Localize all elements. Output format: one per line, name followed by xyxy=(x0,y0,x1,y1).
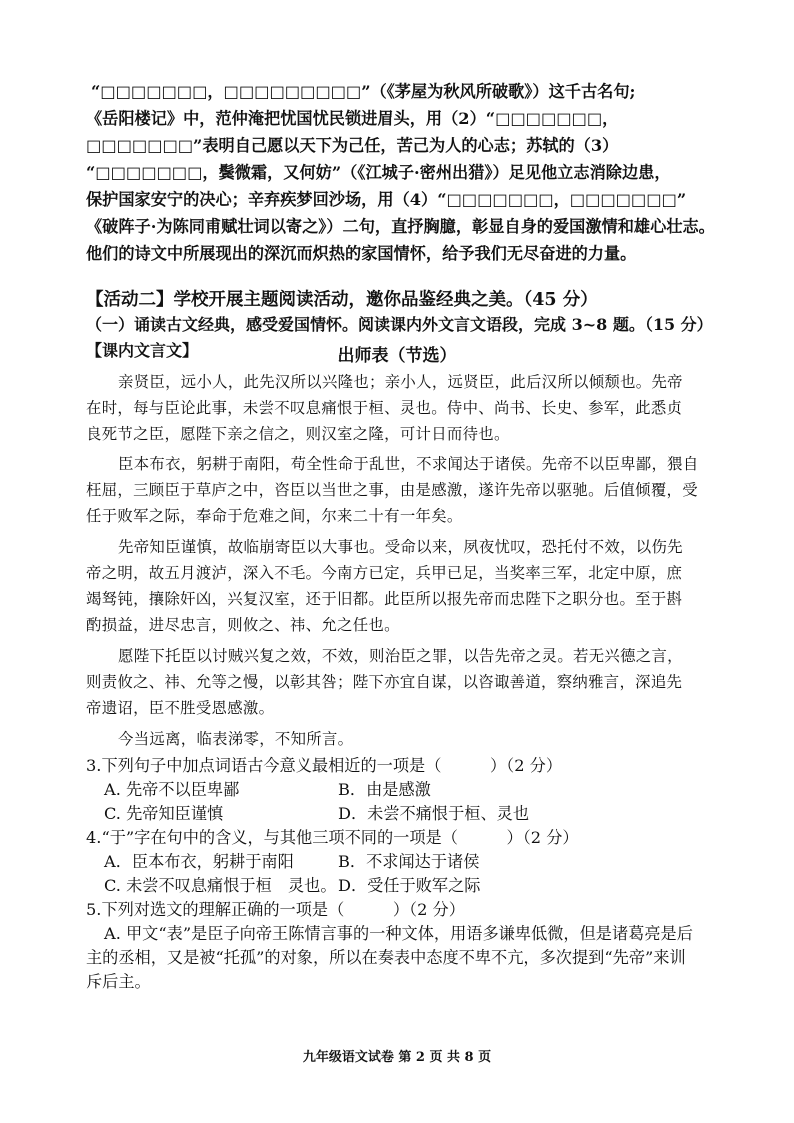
q4-option-b: B．不求闻达于诸侯 xyxy=(338,852,480,871)
q3-stem: 3.下列句子中加点词语古今意义最相近的一项是（ ）（2 分） xyxy=(86,756,563,775)
q3-option-b: B．由是感激 xyxy=(338,780,431,799)
poem-line-5: 保护国家安宁的决心；辛弃疾梦回沙场，用（4）“□□□□□□□，□□□□□□□” xyxy=(86,190,687,209)
inclass-label: 【课内文言文】 xyxy=(86,341,199,360)
poem-line-1: “□□□□□□□，□□□□□□□□□”（《茅屋为秋风所破歌》）这千古名句; xyxy=(91,82,636,101)
q3-option-a: A. 先帝不以臣卑鄙 xyxy=(104,780,240,799)
essay-line: 亲贤臣，远小人，此先汉所以兴隆也；亲小人，远贤臣，此后汉所以倾颓也。先帝 xyxy=(118,373,683,391)
activity2-heading: 【活动二】学校开展主题阅读活动，邀你品鉴经典之美。（45 分） xyxy=(86,290,598,310)
essay-line: 良死节之臣，愿陛下亲之信之，则汉室之隆，可计日而待也。 xyxy=(86,425,510,443)
poem-line-7: 他们的诗文中所展现出的深沉而炽热的家国情怀，给予我们无尽奋进的力量。 xyxy=(86,244,637,263)
essay-line: 任于败军之际，奉命于危难之间，尔来二十有一年矣。 xyxy=(86,507,463,525)
poem-line-2: 《岳阳楼记》中，范仲淹把忧国忧民锁进眉头，用（2）“□□□□□□□， xyxy=(86,109,619,128)
page-footer: 九年级语文试卷 第 2 页 共 8 页 xyxy=(302,1050,492,1065)
q5-option-a-line2: 主的丞相，又是被“托孤”的对象，所以在奏表中态度不卑不亢，多次提到“先帝”来训 xyxy=(86,948,686,967)
q5-option-a-line3: 斥后主。 xyxy=(86,972,151,991)
essay-line: 先帝知臣谨慎，故临崩寄臣以大事也。受命以来，夙夜忧叹，恐托付不效，以伤先 xyxy=(118,538,683,556)
essay-line: 帝遗诏，臣不胜受恩感激。 xyxy=(86,699,275,717)
essay-line: 在时，每与臣论此事，未尝不叹息痛恨于桓、灵也。侍中、尚书、长史、参军，此悉贞 xyxy=(86,399,683,417)
essay-line: 酌损益，进尽忠言，则攸之、祎、允之任也。 xyxy=(86,616,400,634)
essay-line: 帝之明，故五月渡泸，深入不毛。今南方已定，兵甲已足，当奖率三军，北定中原，庶 xyxy=(86,564,683,582)
q3-option-d: D．未尝不痛恨于桓、灵也 xyxy=(338,804,530,823)
q5-stem: 5.下列对选文的理解正确的一项是（ ）（2 分） xyxy=(86,900,465,919)
q4-stem: 4.“于”字在句中的含义，与其他三项不同的一项是（ ）（2 分） xyxy=(86,828,579,847)
poem-line-6: 《破阵子·为陈同甫赋壮词以寄之》）二句，直抒胸臆，彰显自身的爱国激情和雄心壮志。 xyxy=(86,217,715,236)
q4-option-c: C. 未尝不叹息痛恨于桓 灵也。 xyxy=(104,876,337,895)
q3-option-c: C. 先帝知臣谨慎 xyxy=(104,804,224,823)
essay-line: 枉屈，三顾臣于草庐之中，咨臣以当世之事，由是感激，遂许先帝以驱驰。后值倾覆，受 xyxy=(86,481,698,499)
essay-line: 臣本布衣，躬耕于南阳，苟全性命于乱世，不求闻达于诸侯。先帝不以臣卑鄙，猥自 xyxy=(118,455,699,473)
poem-line-4: “□□□□□□□，鬓微霜，又何妨”（《江城子·密州出猎》）足见他立志消除边患， xyxy=(86,163,671,182)
essay-line: 今当远离，临表涕零，不知所言。 xyxy=(118,730,354,748)
essay-line: 愿陛下托臣以讨贼兴复之效，不效，则治臣之罪，以告先帝之灵。若无兴德之言， xyxy=(118,647,683,665)
essay-line: 则责攸之、祎、允等之慢，以彰其咎；陛下亦宜自谋，以咨诹善道，察纳雅言，深追先 xyxy=(86,673,683,691)
essay-title: 出师表（节选） xyxy=(337,346,457,366)
part1-instruction: （一）诵读古文经典，感受爱国情怀。阅读课内外文言文语段，完成 3~8 题。（15 分） xyxy=(86,315,713,334)
q5-option-a-line1: A. 甲文“表”是臣子向帝王陈情言事的一种文体，用语多谦卑低微，但是诸葛亮是后 xyxy=(104,924,693,943)
q4-option-a: A．臣本布衣，躬耕于南阳 xyxy=(104,852,294,871)
q4-option-d: D．受任于败军之际 xyxy=(338,876,481,895)
essay-line: 竭驽钝，攘除奸凶，兴复汉室，还于旧都。此臣所以报先帝而忠陛下之职分也。至于斟 xyxy=(86,590,683,608)
poem-line-3: □□□□□□□”表明自己愿以天下为己任，苦己为人的心志；苏轼的（3） xyxy=(86,136,619,155)
